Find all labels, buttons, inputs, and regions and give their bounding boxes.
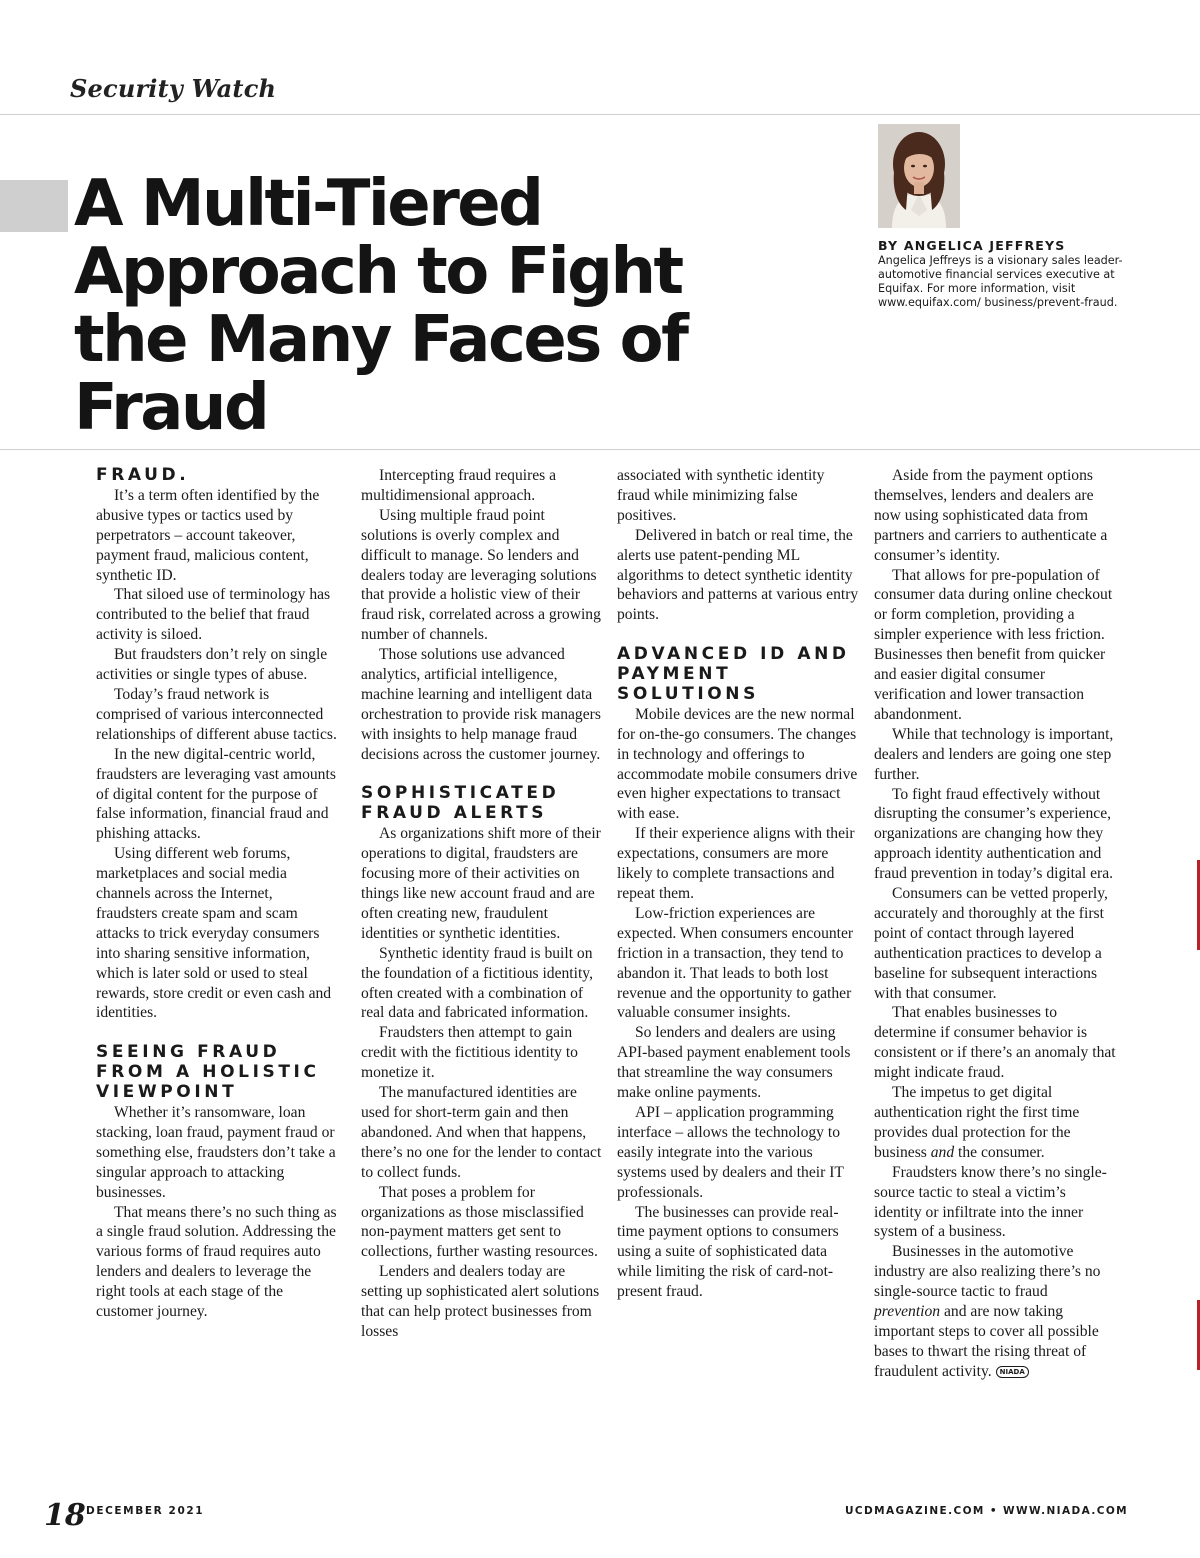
article-column-3 — [617, 466, 859, 1302]
author-bio: Angelica Jeffreys is a visionary sales leader-automotive financial services executive at Equifax. For more information, visit www.equifax.com/ business/prevent-fraud. — [878, 254, 1123, 309]
issue-date: DECEMBER 2021 — [86, 1505, 205, 1517]
paragraph: That siloed use of terminology has contributed to the belief that fraud activity is siloed. — [96, 586, 331, 644]
lead-heading: FRAUD. — [96, 465, 190, 485]
paragraph: If their experience aligns with their expectations, consumers are more likely to complete transactions and repeat them. — [617, 825, 855, 903]
subheading-holistic-viewpoint: SEEING FRAUD FROM A HOLISTIC VIEWPOINT — [96, 1042, 320, 1103]
paragraph: Today’s fraud network is comprised of various interconnected relationships of different abuse tactics. — [96, 685, 337, 743]
article-column-1 — [96, 466, 338, 1322]
header-divider — [0, 114, 1200, 115]
paragraph: While that technology is important, dealers and lenders are going one step further. — [874, 725, 1114, 783]
paragraph: Aside from the payment options themselves, lenders and dealers are now using sophisticated data from partners and carriers to authenticate a consumer’s identity. — [874, 467, 1108, 564]
author-portrait-icon — [878, 124, 960, 228]
paragraph: That poses a problem for organizations as those misclassified non-payment matters get sent to collections, further wasting resources. — [361, 1183, 598, 1261]
paragraph: But fraudsters don’t rely on single activities or single types of abuse. — [96, 646, 328, 684]
author-byline: BY ANGELICA JEFFREYS — [878, 238, 1066, 253]
paragraph: Consumers can be vetted properly, accurately and thoroughly at the first point of contact through layered authentication practices to develop a baseline for subsequent interactions with that consumer. — [874, 885, 1108, 1002]
section-label: Security Watch — [70, 74, 277, 103]
paragraph: Intercepting fraud requires a multidimensional approach. — [361, 467, 557, 504]
emphasis: prevention — [874, 1303, 941, 1321]
paragraph: To fight fraud effectively without disrupting the consumer’s experience, organizations are changing how they approach identity authentication and fraud prevention in today’s digital era. — [874, 785, 1114, 883]
paragraph: Delivered in batch or real time, the alerts use patent-pending ML algorithms to detect synthetic identity behaviors and patterns at various entry points. — [617, 526, 859, 624]
paragraph: Using different web forums, marketplaces and social media channels across the Internet, fraudsters create spam and scam attacks to trick everyday consumers into sharing sensitive information, which is later sold or used to steal rewards, store credit or even cash and identities. — [96, 845, 332, 1022]
paragraph: Synthetic identity fraud is built on the foundation of a fictitious identity, often created with a combination of real data and fabricated information. — [361, 944, 593, 1022]
paragraph: Lenders and dealers today are setting up sophisticated alert solutions that can help protect businesses from losses — [361, 1263, 600, 1340]
paragraph: So lenders and dealers are using API-based payment enablement tools that streamline the way consumers make online payments. — [617, 1024, 851, 1102]
subheading-advanced-id: ADVANCED ID AND PAYMENT SOLUTIONS — [617, 644, 850, 704]
paragraph: As organizations shift more of their operations to digital, fraudsters are focusing more of their activities on things like new account fraud and are often creating new, fraudulent identities or synthetic identities. — [361, 825, 601, 942]
article-column-4 — [874, 466, 1116, 1382]
page-number: 18 — [44, 1498, 86, 1533]
paragraph: Those solutions use advanced analytics, artificial intelligence, machine learning and intelligent data orchestration to provide risk managers with insights to help manage fraud decisions across the customer journey. — [361, 646, 601, 763]
paragraph — [874, 1242, 1116, 1381]
subheading-fraud-alerts: SOPHISTICATED FRAUD ALERTS — [361, 783, 560, 824]
paragraph: It’s a term often identified by the abusive types or tactics used by perpetrators – account takeover, payment fraud, malicious content, synthetic ID. — [96, 486, 320, 584]
paragraph: That enables businesses to determine if consumer behavior is consistent or if there’s an anomaly that might indicate fraud. — [874, 1004, 1116, 1082]
paragraph: In the new digital-centric world, fraudsters are leveraging vast amounts of digital content for the purpose of false information, financial fraud and phishing attacks. — [96, 745, 336, 843]
paragraph — [874, 1083, 1116, 1163]
paragraph: Fraudsters know there’s no single-source tactic to steal a victim’s identity or infiltrate into the inner system of a business. — [874, 1163, 1107, 1241]
paragraph: associated with synthetic identity fraud while minimizing false positives. — [617, 467, 825, 524]
paragraph: Mobile devices are the new normal for on-the-go consumers. The changes in technology and offerings to accommodate mobile consumers drive even higher expectations to transact with ease. — [617, 705, 858, 823]
text-run: The impetus to get digital authentication right the first time provides dual protection for the business — [874, 1084, 1080, 1161]
paragraph: Fraudsters then attempt to gain credit with the fictitious identity to monetize it. — [361, 1024, 578, 1082]
paragraph: Using multiple fraud point solutions is overly complex and difficult to manage. So lenders and dealers today are leveraging solutions that provide a holistic view of their fraud risk, correlated across a growing number of channels. — [361, 506, 601, 644]
paragraph: Whether it’s ransomware, loan stacking, loan fraud, payment fraud or something else, fraudsters don’t take a singular approach to attacking businesses. — [96, 1103, 336, 1201]
paragraph: The businesses can provide real-time payment options to consumers using a suite of sophisticated data while limiting the risk of card-not-present fraud. — [617, 1203, 839, 1301]
paragraph: API – application programming interface – allows the technology to easily integrate into the various systems used by dealers and their IT professionals. — [617, 1103, 844, 1201]
paragraph: Low-friction experiences are expected. When consumers encounter friction in a transaction, they tend to abandon it. That leads to both lost revenue and the opportunity to gather valuable consumer insights. — [617, 904, 854, 1022]
text-run: the consumer. — [954, 1143, 1045, 1161]
emphasis: and — [930, 1143, 955, 1161]
article-title: A Multi-Tiered Approach to Fight the Many Faces of Fraud — [74, 167, 687, 445]
paragraph: That allows for pre-population of consumer data during online checkout or form completion, providing a simpler experience with less friction. Businesses then benefit from quicker and easier digital consumer verification and lower transaction abandonment. — [874, 566, 1113, 723]
niada-end-logo: NIADA — [996, 1366, 1029, 1378]
paragraph: The manufactured identities are used for short-term gain and then abandoned. And when that happens, there’s no one for the lender to contact to collect funds. — [361, 1084, 602, 1181]
text-run: Businesses in the automotive industry are also realizing there’s no single-source tactic to fraud — [874, 1243, 1101, 1301]
paragraph: That means there’s no such thing as a single fraud solution. Addressing the various forms of fraud requires auto lenders and dealers to leverage the right tools at each stage of the customer journey. — [96, 1203, 337, 1321]
title-accent-block — [0, 180, 68, 232]
article-column-2 — [361, 466, 603, 1342]
footer-websites: UCDMAGAZINE.COM • WWW.NIADA.COM — [844, 1505, 1128, 1517]
author-photo — [878, 124, 960, 228]
text-run: and are now taking important steps to cover all possible bases to thwart the rising threat of fraudulent activity. — [874, 1303, 1099, 1380]
title-divider — [0, 449, 1200, 450]
